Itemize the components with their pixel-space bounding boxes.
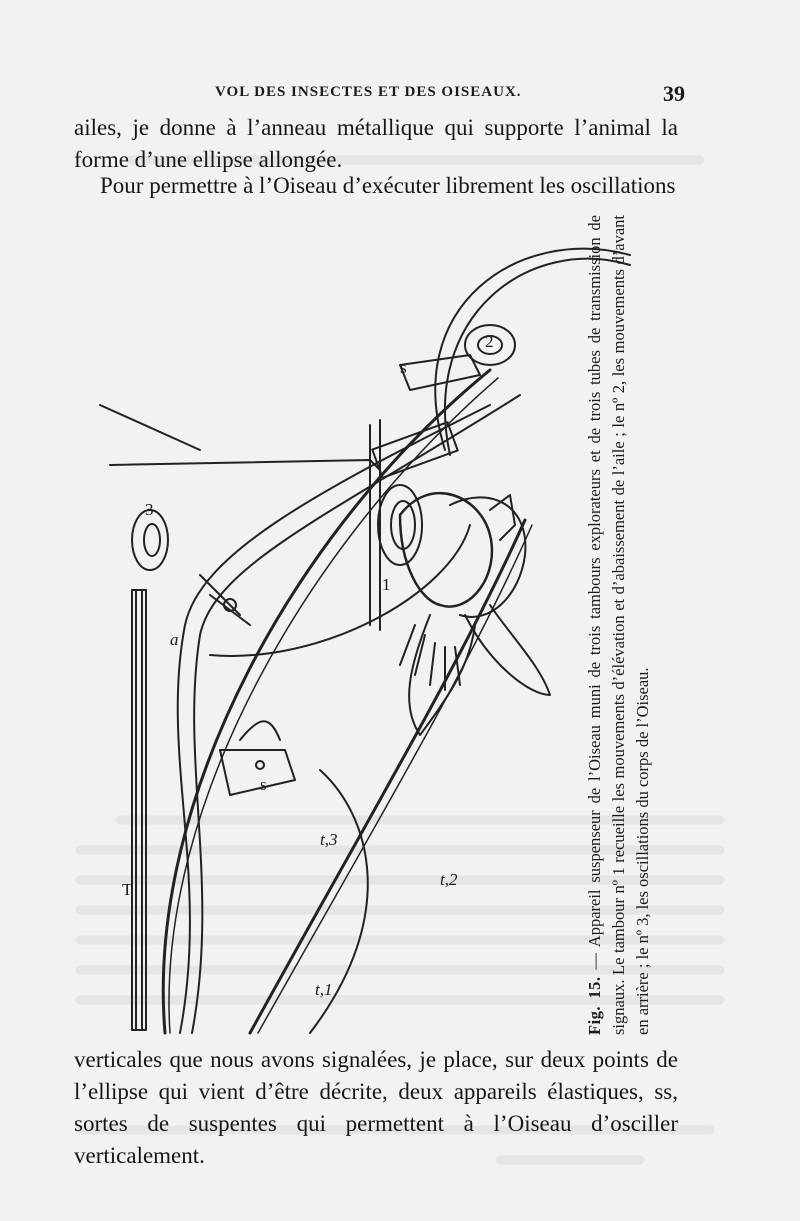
figure-caption-text: — Appareil suspenseur de l’Oiseau muni de trois tambours explorateurs et de trois tubes de transmission de signaux. Le tambour nº 1 recueille les mouvements d’élévation et d’abaissement de l’aile ; le nº 2, les mouvements d’avant en arrière ; le nº 3, les oscillations du corps de l’Oiseau.	[585, 214, 652, 1035]
running-title: VOL DES INSECTES ET DES OISEAUX.	[215, 84, 522, 100]
figure-label-s-bottom: s	[260, 775, 267, 794]
figure-label-drum-1: 1	[382, 575, 391, 594]
page-number: 39	[663, 81, 685, 106]
figure-number: Fig. 15.	[585, 976, 604, 1035]
figure-label-drum-2: 2	[485, 332, 494, 351]
paragraph-3: verticales que nous avons signalées, je place, sur deux points de l’ellipse qui vient d’être décrite, deux appareils élastiques, ss, sortes de suspentes qui permettent à l’Oiseau d’osciller verticalement.	[74, 1047, 678, 1168]
figure-label-s-top: s	[400, 358, 407, 377]
running-header	[215, 81, 685, 112]
figure-label-a: a	[170, 630, 179, 649]
figure-label-t2: t,2	[440, 870, 458, 889]
figure-label-drum-3: 3	[145, 500, 154, 519]
figure-label-t: T	[122, 880, 133, 899]
figure-label-t3: t,3	[320, 830, 338, 849]
paragraph-1: ailes, je donne à l’anneau métallique qui supporte l’animal la forme d’une ellipse allongée.	[74, 115, 678, 172]
figure-label-t1: t,1	[315, 980, 333, 999]
figure-caption	[583, 215, 655, 1035]
paragraph-2: Pour permettre à l’Oiseau d’exécuter librement les oscillations	[100, 173, 676, 198]
